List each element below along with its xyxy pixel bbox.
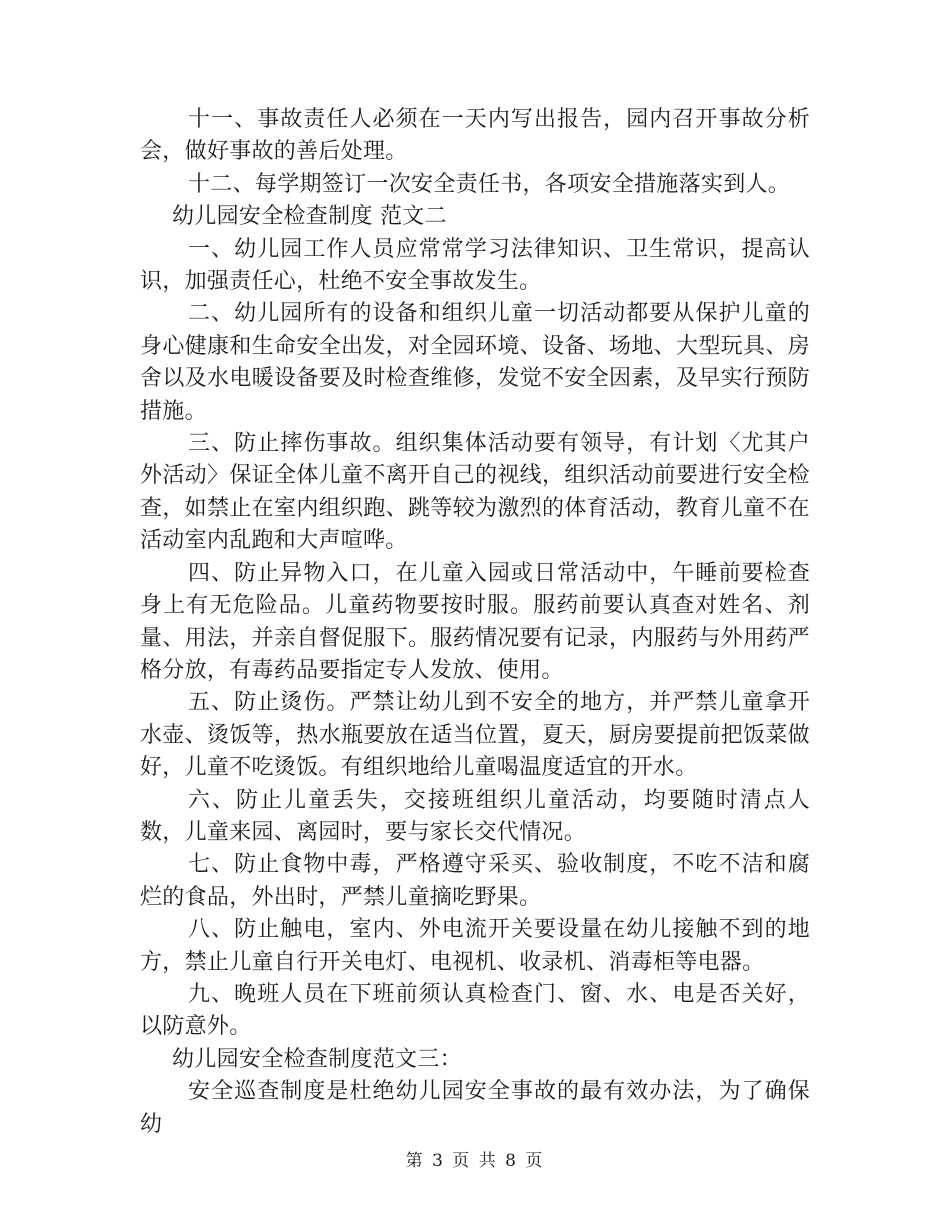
section-heading-sample-3: 幼儿园安全检查制度范文三：: [172, 1046, 462, 1072]
document-body: [140, 104, 810, 1141]
paragraph-item-11: 十一、事故责任人必须在一天内写出报告，园内召开事故分析会，做好事故的善后处理。: [140, 107, 810, 165]
section-heading-sample-2: 幼儿园安全检查制度 范文二: [172, 204, 447, 230]
paragraph-item-8: 八、防止触电，室内、外电流开关要设量在幼儿接触不到的地方，禁止儿童自行开关电灯、电视机、收录机、消毒柜等电器。: [140, 917, 810, 975]
paragraph-item-2: 二、幼儿园所有的设备和组织儿童一切活动都要从保护儿童的身心健康和生命安全出发，对全园环境、设备、场地、大型玩具、房舍以及水电暖设备要及时检查维修，发觉不安全因素，及早实行预防措施。: [140, 301, 810, 424]
paragraph-item-3: 三、防止摔伤事故。组织集体活动要有领导，有计划〈尤其户外活动〉保证全体儿童不离开自己的视线，组织活动前要进行安全检查，如禁止在室内组织跑、跳等较为激烈的体育活动，教育儿童不在活动室内乱跑和大声喧哗。: [140, 431, 810, 554]
paragraph-item-12: 十二、每学期签订一次安全责任书，各项安全措施落实到人。: [188, 171, 791, 197]
paragraph-intro-sample-3: 安全巡查制度是杜绝幼儿园安全事故的最有效办法，为了确保幼: [140, 1079, 810, 1137]
paragraph-item-5: 五、防止烫伤。严禁让幼儿到不安全的地方，并严禁儿童拿开水壶、烫饭等，热水瓶要放在适当位置，夏天，厨房要提前把饭菜做好，儿童不吃烫饭。有组织地给儿童喝温度适宜的开水。: [140, 690, 810, 781]
paragraph-item-7: 七、防止食物中毒，严格遵守采买、验收制度，不吃不洁和腐烂的食品，外出时，严禁儿童摘吃野果。: [140, 852, 810, 910]
paragraph-item-6: 六、防止儿童丢失，交接班组织儿童活动，均要随时清点人数，儿童来园、离园时，要与家长交代情况。: [140, 787, 810, 845]
paragraph-item-9: 九、晚班人员在下班前须认真检查门、窗、水、电是否关好，以防意外。: [140, 981, 810, 1040]
paragraph-item-4: 四、防止异物入口，在儿童入园或日常活动中，午睡前要检查身上有无危险品。儿童药物要按时服。服药前要认真查对姓名、剂量、用法，并亲自督促服下。服药情况要有记录，内服药与外用药严格分放，有毒药品要指定专人发放、使用。: [140, 560, 810, 683]
paragraph-item-1: 一、幼儿园工作人员应常常学习法律知识、卫生常识，提高认识，加强责任心，杜绝不安全事故发生。: [140, 236, 810, 295]
page-number-footer: 第 3 页 共 8 页: [405, 1151, 545, 1171]
